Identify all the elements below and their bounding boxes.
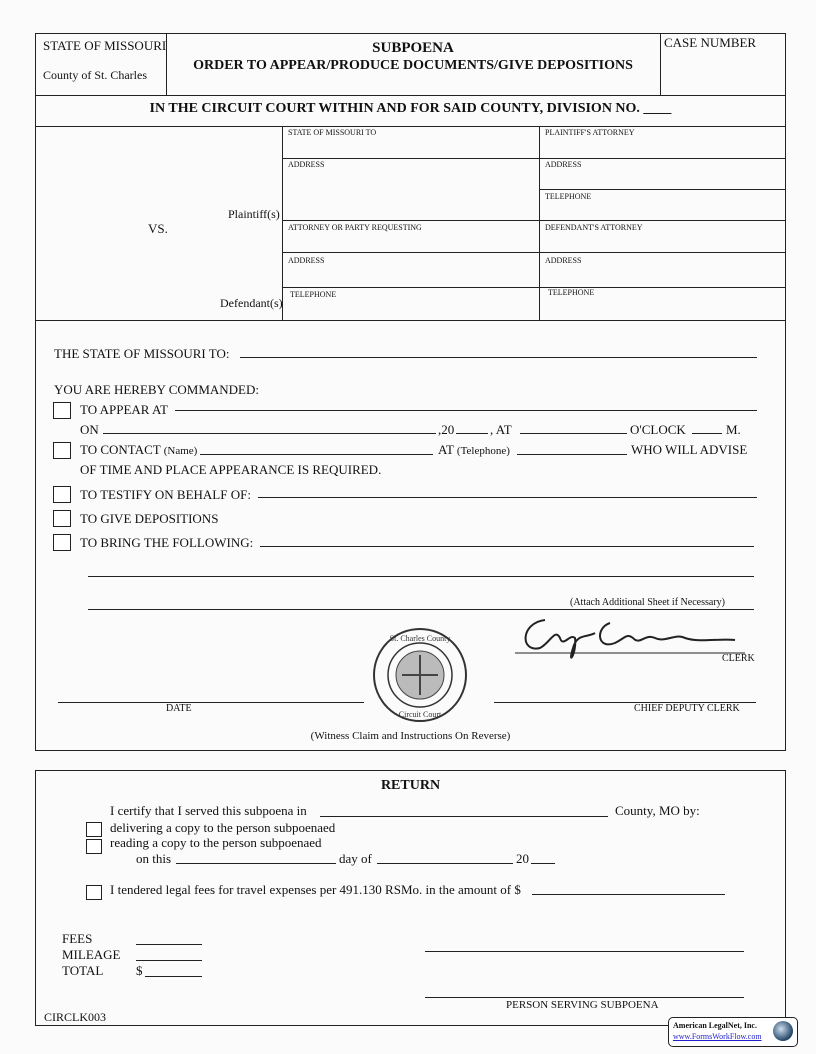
date-line[interactable] [58, 702, 364, 703]
contact-name-line[interactable] [200, 454, 433, 455]
return-title: RETURN [380, 778, 441, 793]
at-label: , AT [490, 422, 512, 437]
server-signature-line-1[interactable] [425, 951, 744, 952]
time-line[interactable] [520, 433, 627, 434]
bring-checkbox[interactable] [53, 534, 71, 551]
m-label: M. [726, 422, 741, 437]
plaintiffs-address-field[interactable]: ADDRESS [545, 160, 582, 169]
state-to-field[interactable]: STATE OF MISSOURI TO [288, 128, 377, 137]
attorney-address-field[interactable]: ADDRESS [288, 256, 325, 265]
attach-note: (Attach Additional Sheet if Necessary) [570, 597, 725, 608]
address-field[interactable]: ADDRESS [288, 160, 325, 169]
mileage-line[interactable] [136, 960, 202, 961]
person-serving-label: PERSON SERVING SUBPOENA [506, 999, 659, 1011]
day-of-label: day of [339, 851, 372, 866]
defendants-attorney-field[interactable]: DEFENDANT'S ATTORNEY [545, 223, 643, 232]
reading-label: reading a copy to the person subpoenaed [110, 835, 322, 850]
fees-label: FEES [62, 931, 93, 946]
testify-line[interactable] [258, 497, 757, 498]
globe-icon [773, 1021, 793, 1041]
plaintiffs-telephone-field[interactable]: TELEPHONE [545, 192, 592, 201]
svg-text:St. Charles County: St. Charles County [389, 634, 451, 643]
county-by-label: County, MO by: [615, 803, 700, 818]
advise-label-2: OF TIME AND PLACE APPEARANCE IS REQUIRED. [80, 462, 382, 477]
delivering-label: delivering a copy to the person subpoenaed [110, 820, 336, 835]
vendor-badge[interactable] [668, 1017, 798, 1047]
svg-text:Circuit Court: Circuit Court [398, 710, 442, 719]
appear-label: TO APPEAR AT [80, 402, 168, 417]
year-label: ,20 [438, 422, 455, 437]
form-subtitle: ORDER TO APPEAR/PRODUCE DOCUMENTS/GIVE DEPOSITIONS [193, 58, 633, 73]
state-to-line[interactable] [240, 357, 757, 358]
form-title: SUBPOENA [372, 40, 454, 56]
attorney-telephone-field[interactable]: TELEPHONE [290, 290, 337, 299]
on-this-label: on this [136, 851, 172, 866]
fees-line[interactable] [136, 944, 202, 945]
certify-label: I certify that I served this subpoena in [110, 803, 307, 818]
depositions-label: TO GIVE DEPOSITIONS [80, 511, 219, 526]
appear-at-line[interactable] [175, 410, 757, 411]
state-label: STATE OF MISSOURI [43, 38, 167, 53]
contact-telephone-line[interactable] [517, 454, 627, 455]
vs-label: VS. [148, 221, 168, 236]
reading-checkbox[interactable] [86, 839, 102, 854]
name-hint: (Name) [163, 445, 198, 457]
plaintiff-label: Plaintiff(s) [228, 207, 280, 221]
clerk-label: CLERK [722, 653, 755, 664]
bring-line-2[interactable] [88, 576, 754, 577]
court-seal-icon [372, 627, 468, 723]
plaintiffs-attorney-field[interactable]: PLAINTIFF'S ATTORNEY [545, 128, 635, 137]
bring-label: TO BRING THE FOLLOWING: [80, 535, 254, 550]
witness-note: (Witness Claim and Instructions On Reverse) [310, 730, 511, 742]
vendor-name: American LegalNet, Inc. [673, 1021, 757, 1030]
depositions-checkbox[interactable] [53, 510, 71, 527]
court-heading: IN THE CIRCUIT COURT WITHIN AND FOR SAID COUNTY, DIVISION NO. ____ [149, 101, 672, 116]
state-to-label: THE STATE OF MISSOURI TO: [54, 346, 230, 361]
county-label: County of St. Charles [43, 68, 147, 82]
defendant-label: Defendant(s) [220, 296, 283, 310]
testify-checkbox[interactable] [53, 486, 71, 503]
contact-label: TO CONTACT [80, 442, 161, 457]
appear-checkbox[interactable] [53, 402, 71, 419]
total-label: TOTAL [62, 963, 104, 978]
date-label: DATE [166, 703, 192, 714]
fee-amount-line[interactable] [532, 894, 725, 895]
year-line[interactable] [456, 433, 488, 434]
served-year-line[interactable] [531, 863, 555, 864]
telephone-hint: (Telephone) [456, 445, 510, 457]
tendered-checkbox[interactable] [86, 885, 102, 900]
delivering-checkbox[interactable] [86, 822, 102, 837]
oclock-label: O'CLOCK [630, 422, 686, 437]
total-dollar: $ [136, 963, 143, 978]
served-day-line[interactable] [176, 863, 336, 864]
defendants-address-field[interactable]: ADDRESS [545, 256, 582, 265]
attorney-requesting-field[interactable]: ATTORNEY OR PARTY REQUESTING [288, 223, 422, 232]
form-id: CIRCLK003 [44, 1010, 107, 1024]
clerk-signature [515, 608, 745, 668]
on-date-line[interactable] [103, 433, 436, 434]
mileage-label: MILEAGE [62, 947, 121, 962]
advise-label: WHO WILL ADVISE [631, 442, 748, 457]
defendants-telephone-field[interactable]: TELEPHONE [548, 288, 595, 297]
vendor-link[interactable]: www.FormsWorkFlow.com [673, 1032, 762, 1041]
on-label: ON [80, 422, 99, 437]
am-pm-line[interactable] [692, 433, 722, 434]
total-line[interactable] [145, 976, 202, 977]
contact-checkbox[interactable] [53, 442, 71, 459]
server-signature-line-2[interactable] [425, 997, 744, 998]
commanded-label: YOU ARE HEREBY COMMANDED: [54, 382, 259, 397]
served-month-line[interactable] [377, 863, 513, 864]
served-county-line[interactable] [320, 816, 608, 817]
deputy-clerk-label: CHIEF DEPUTY CLERK [634, 703, 740, 714]
case-number-label: CASE NUMBER [664, 35, 757, 50]
at-tel-label: AT [438, 442, 454, 457]
served-year-label: 20 [516, 851, 529, 866]
testify-label: TO TESTIFY ON BEHALF OF: [80, 487, 251, 502]
bring-line-1[interactable] [260, 546, 754, 547]
tendered-label: I tendered legal fees for travel expenses per 491.130 RSMo. in the amount of $ [110, 882, 521, 897]
